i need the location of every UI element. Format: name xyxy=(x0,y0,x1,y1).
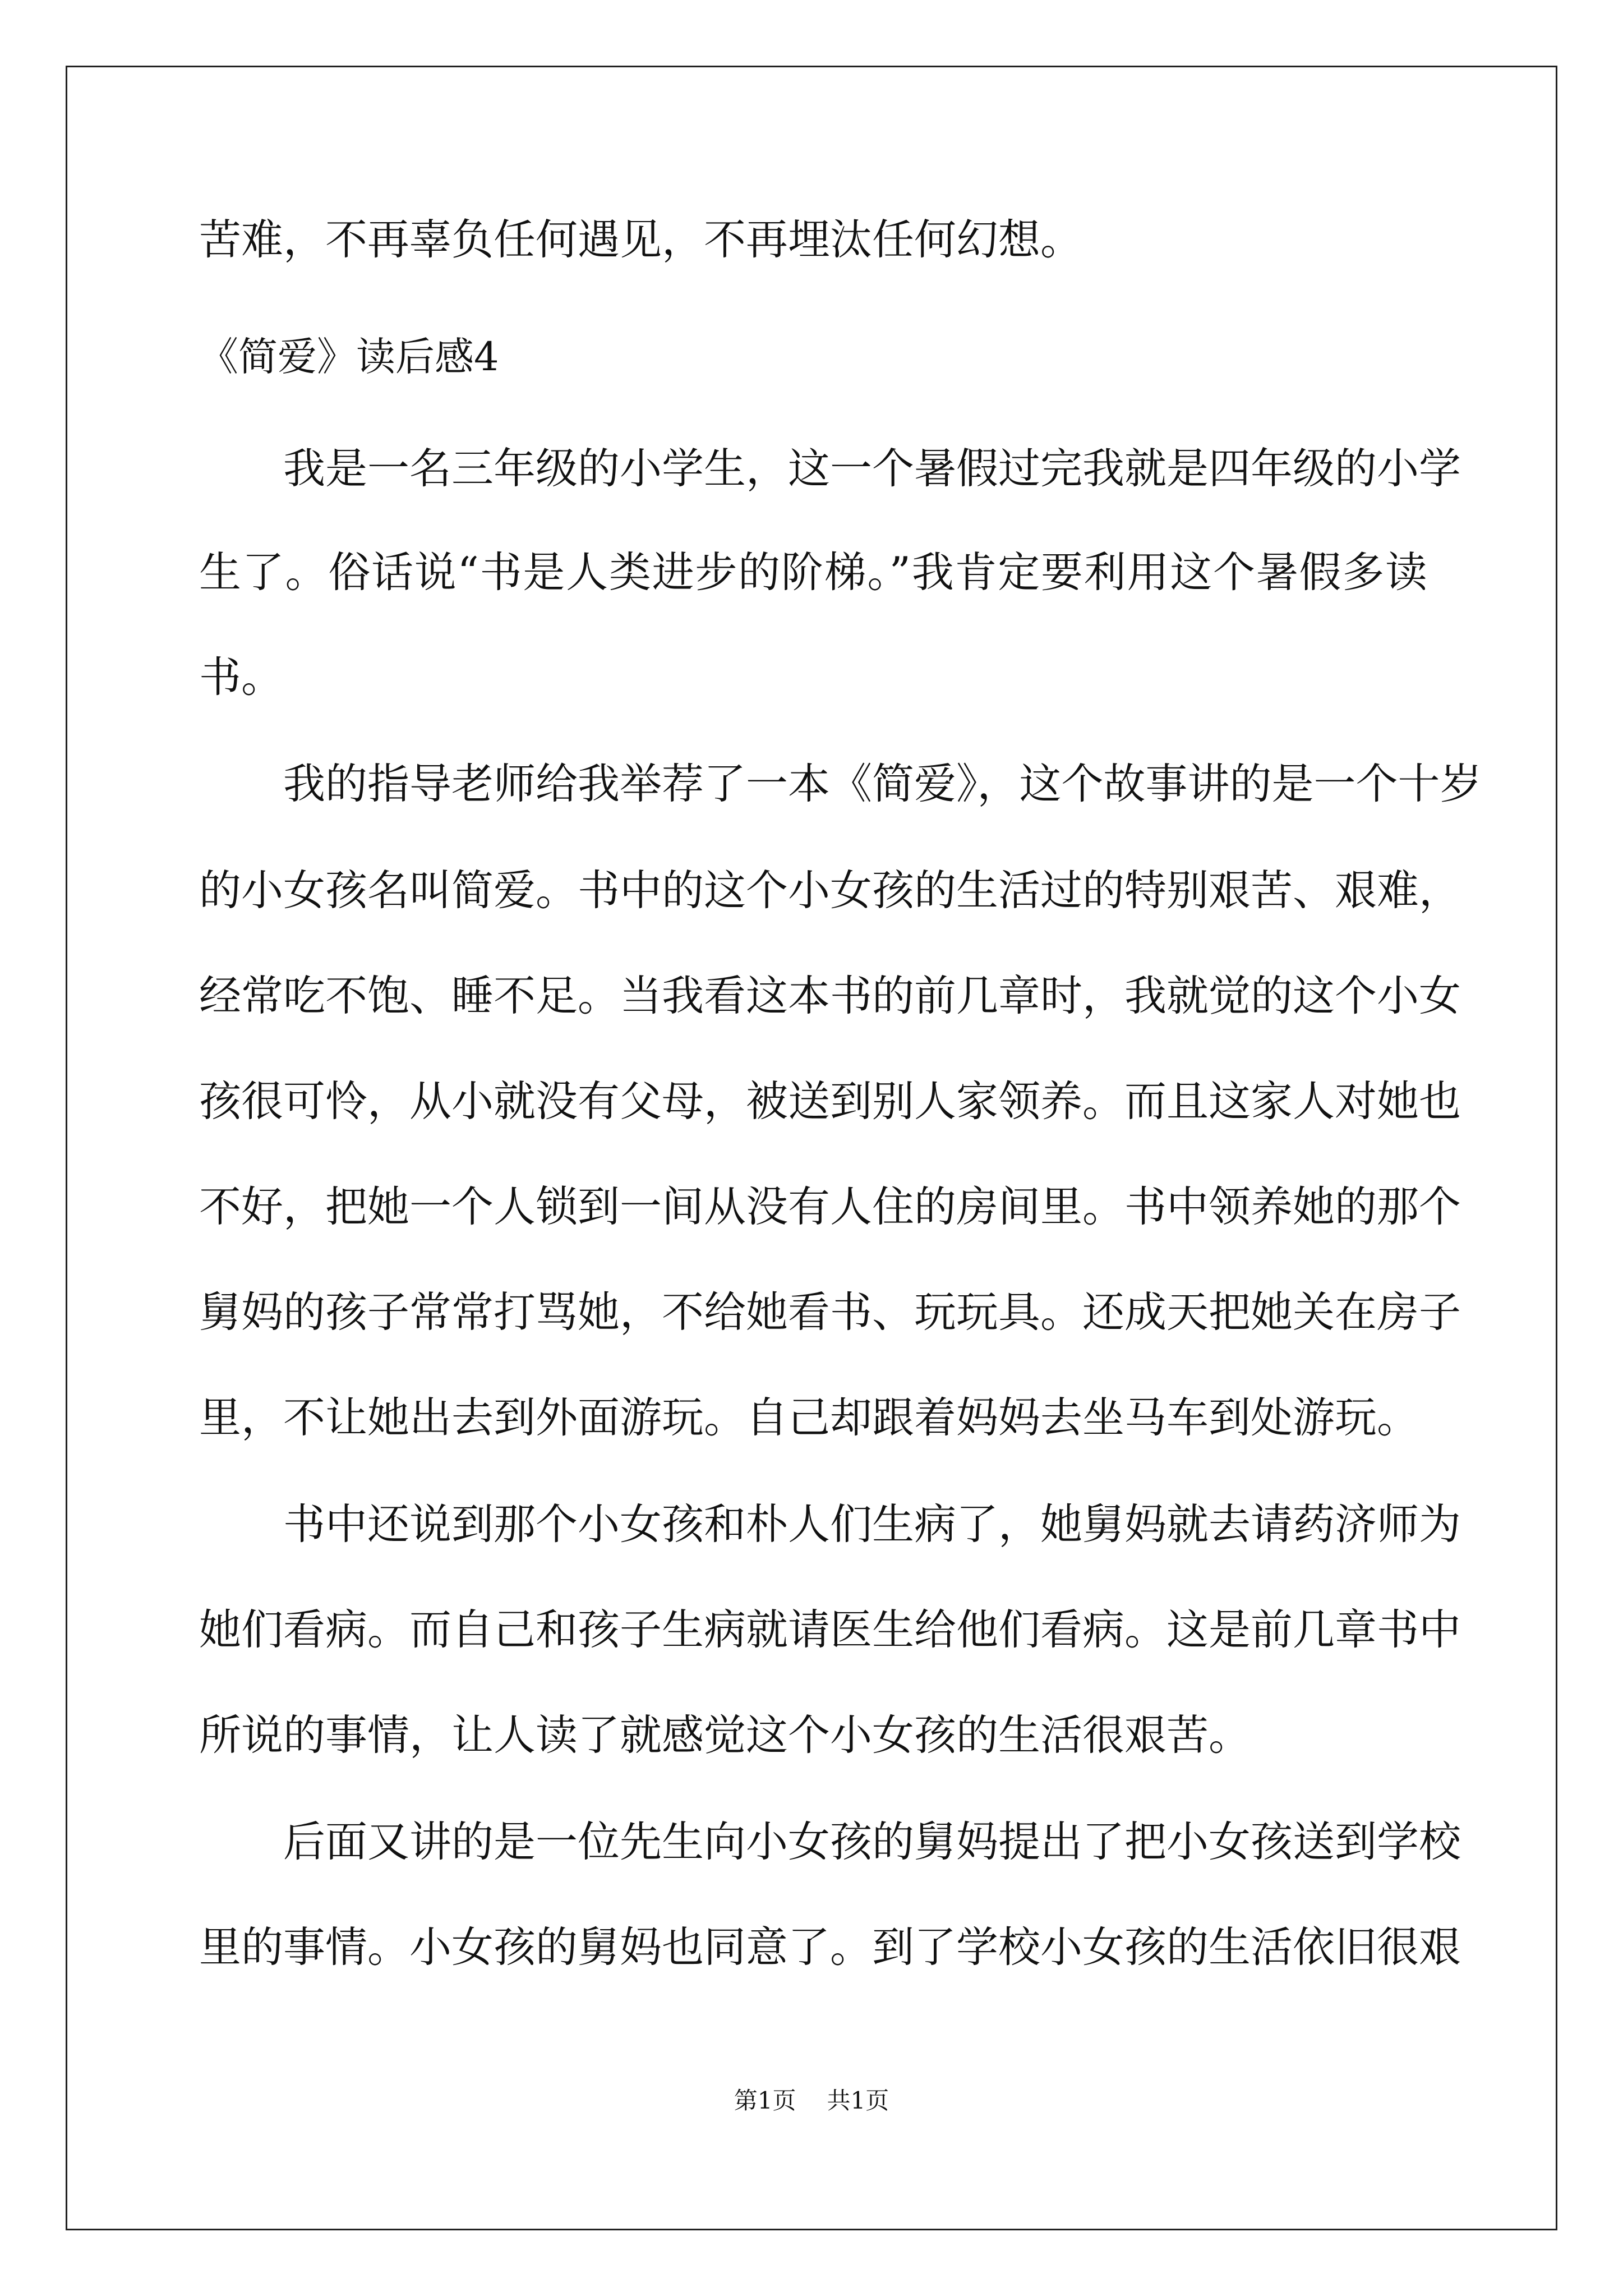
paragraph-line: 书中还说到那个小女孩和朴人们生病了，她舅妈就去请药济师为 xyxy=(283,1499,1461,1549)
paragraph-line: 不好，把她一个人锁到一间从没有人住的房间里。书中领养她的那个 xyxy=(199,1182,1461,1231)
page-total: 共1页 xyxy=(827,2087,889,2114)
page-number: 第1页 xyxy=(734,2087,796,2114)
paragraph-line: 生了。俗话说“书是人类进步的阶梯。”我肯定要利用这个暑假多读 xyxy=(199,547,1427,597)
paragraph-line: 后面又讲的是一位先生向小女孩的舅妈提出了把小女孩送到学校 xyxy=(283,1817,1461,1866)
paragraph-line: 我是一名三年级的小学生，这一个暑假过完我就是四年级的小学 xyxy=(283,444,1461,493)
paragraph-line: 我的指导老师给我举荐了一本《简爱》，这个故事讲的是一个十岁 xyxy=(283,759,1482,808)
page-footer xyxy=(0,2084,1623,2118)
page-border xyxy=(66,66,1557,2230)
paragraph-line: 苦难，不再辜负任何遇见，不再埋汰任何幻想。 xyxy=(199,215,1083,264)
paragraph-line: 经常吃不饱、睡不足。当我看这本书的前几章时，我就觉的这个小女 xyxy=(199,971,1461,1020)
paragraph-line: 舅妈的孩子常常打骂她，不给她看书、玩玩具。还成天把她关在房子 xyxy=(199,1287,1461,1337)
paragraph-line: 所说的事情，让人读了就感觉这个小女孩的生活很艰苦。 xyxy=(199,1710,1251,1760)
section-heading: 《简爱》读后感4 xyxy=(199,334,499,380)
paragraph-line: 孩很可怜，从小就没有父母，被送到别人家领养。而且这家人对她也 xyxy=(199,1076,1461,1126)
paragraph-line: 她们看病。而自己和孩子生病就请医生给他们看病。这是前几章书中 xyxy=(199,1605,1461,1654)
paragraph-line: 的小女孩名叫简爱。书中的这个小女孩的生活过的特别艰苦、艰难， xyxy=(199,866,1461,915)
paragraph-line: 里的事情。小女孩的舅妈也同意了。到了学校小女孩的生活依旧很艰 xyxy=(199,1922,1461,1972)
paragraph-line: 书。 xyxy=(199,652,284,702)
paragraph-line: 里，不让她出去到外面游玩。自己却跟着妈妈去坐马车到处游玩。 xyxy=(199,1393,1419,1442)
